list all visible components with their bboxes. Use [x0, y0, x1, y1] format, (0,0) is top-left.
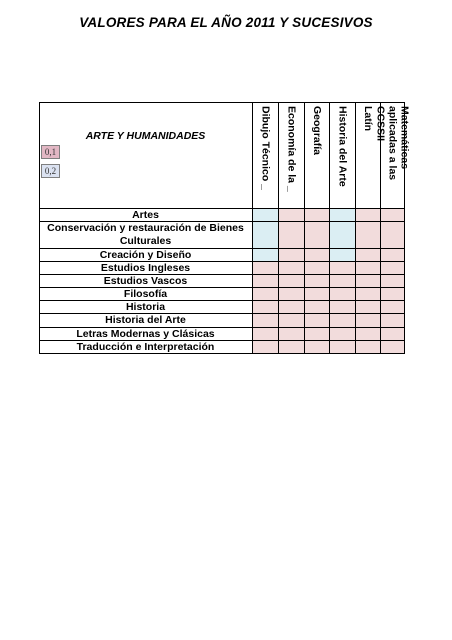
weight-cell [279, 288, 304, 300]
legend-label: 0,2 [44, 166, 57, 176]
weight-cell [279, 301, 304, 313]
weight-cell [253, 262, 278, 274]
subject-header [305, 104, 329, 207]
subject-label: Economía de la _ [285, 106, 298, 192]
degree-label: Estudios Ingleses [100, 261, 191, 274]
weight-cell [356, 222, 380, 248]
legend-swatch-0-1 [41, 145, 60, 159]
weight-cell [305, 262, 329, 274]
weight-cell [279, 275, 304, 287]
weight-cell [381, 341, 404, 353]
row-divider [40, 261, 404, 262]
weight-cell [253, 209, 278, 221]
subject-header [253, 104, 278, 207]
weight-cell [381, 314, 404, 327]
area-title: ARTE Y HUMANIDADES [85, 130, 206, 142]
degree-label: Creación y Diseño [99, 248, 192, 261]
table-header-area [40, 103, 251, 207]
weight-cell [381, 262, 404, 274]
row-divider [40, 300, 404, 301]
degree-label: Traducción e Interpretación [76, 340, 215, 353]
weight-cell [356, 209, 380, 221]
weight-cell [279, 209, 304, 221]
weight-cell [381, 249, 404, 261]
degree-label: Historia [125, 300, 166, 313]
row-divider [40, 340, 404, 341]
weight-cell [253, 314, 278, 327]
row-divider [40, 208, 404, 209]
weight-cell [305, 222, 329, 248]
weight-cell [330, 249, 355, 261]
weight-cell [356, 301, 380, 313]
degree-label: Historia del Arte [105, 314, 186, 326]
weight-cell [381, 328, 404, 340]
row-divider [40, 313, 404, 314]
row-divider [40, 274, 404, 275]
weight-cell [330, 275, 355, 287]
weight-cell [279, 314, 304, 327]
weight-cell [356, 328, 380, 340]
weight-cell [305, 275, 329, 287]
weight-cell [356, 288, 380, 300]
legend-label: 0,1 [44, 147, 57, 157]
degree-label: Artes [132, 208, 159, 221]
row-divider [40, 287, 404, 288]
degree-label: Conservación y restauración de Bienes Culturales [47, 222, 244, 247]
weight-cell [330, 209, 355, 221]
weight-cell [356, 275, 380, 287]
weight-cell [305, 341, 329, 353]
weight-cell [330, 262, 355, 274]
row-divider [40, 248, 404, 249]
subject-label: Geografía [311, 106, 323, 156]
degree-label: Filosofía [123, 287, 168, 300]
weight-cell [381, 222, 404, 248]
legend-swatch-0-2 [41, 164, 60, 178]
weight-cell [253, 301, 278, 313]
row-divider [40, 221, 404, 222]
subject-header [374, 104, 411, 207]
weight-cell [330, 314, 355, 327]
weight-cell [305, 209, 329, 221]
subject-label: Historia del Arte [336, 106, 349, 187]
weight-cell [356, 249, 380, 261]
subject-label: Latín [362, 106, 374, 132]
subject-header [279, 104, 304, 207]
weight-cell [253, 249, 278, 261]
subject-label: Matemáticas aplicadas a las CCSSII [374, 106, 411, 181]
weight-cell [330, 301, 355, 313]
degree-label: Letras Modernas y Clásicas [76, 327, 215, 340]
weight-cell [330, 341, 355, 353]
weight-cell [279, 249, 304, 261]
weight-cell [330, 222, 355, 248]
weight-cell [279, 262, 304, 274]
weight-cell [305, 328, 329, 340]
weight-cell [305, 249, 329, 261]
weight-cell [253, 328, 278, 340]
weight-cell [253, 222, 278, 248]
weight-cell [279, 328, 304, 340]
weight-cell [330, 328, 355, 340]
weight-cell [305, 314, 329, 327]
weight-cell [381, 301, 404, 313]
weight-cell [305, 288, 329, 300]
weight-cell [279, 222, 304, 248]
weight-cell [356, 341, 380, 353]
weight-cell [279, 341, 304, 353]
weight-cell [253, 275, 278, 287]
row-divider [40, 327, 404, 328]
weight-cell [381, 275, 404, 287]
weight-cell [356, 314, 380, 327]
weight-cell [305, 301, 329, 313]
weight-cell [381, 288, 404, 300]
subject-label: Dibujo Técnico _ [259, 106, 272, 191]
degree-label: Estudios Vascos [103, 274, 188, 287]
weight-cell [253, 341, 278, 353]
weight-cell [381, 209, 404, 221]
weight-cell [356, 262, 380, 274]
weight-cell [330, 288, 355, 300]
weight-cell [253, 288, 278, 300]
page-title: VALORES PARA EL AÑO 2011 Y SUCESIVOS [79, 15, 373, 30]
subject-header [330, 104, 355, 207]
